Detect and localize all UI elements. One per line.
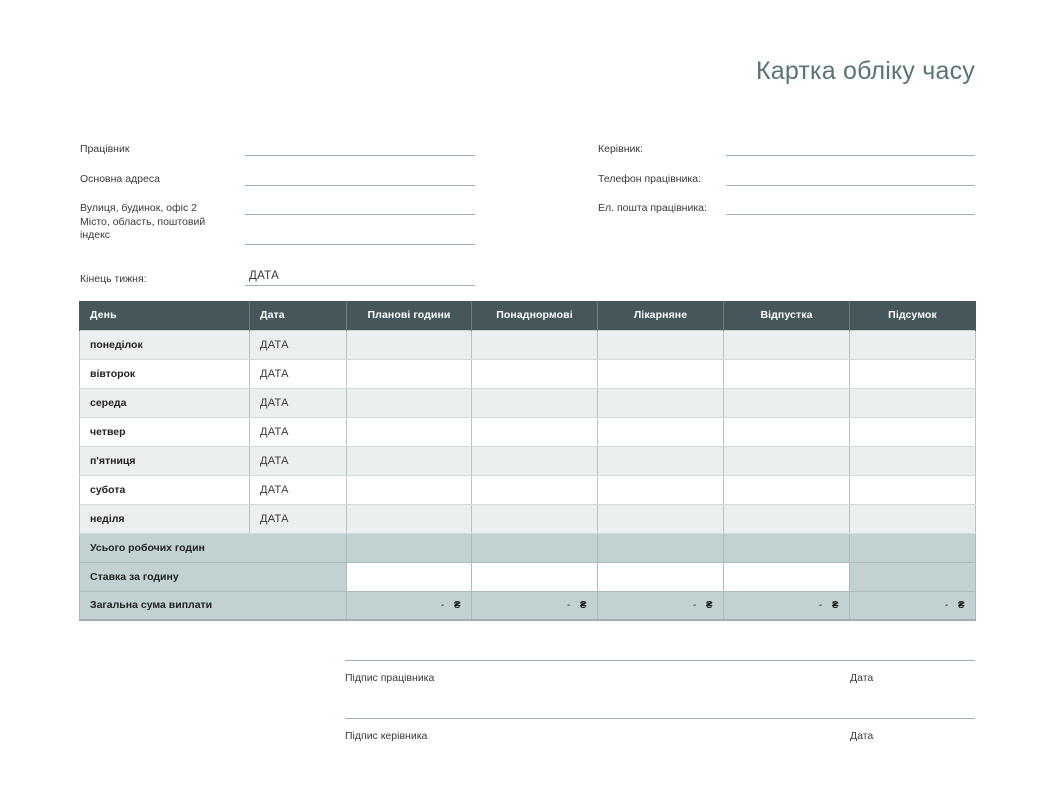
- label-manager: Керівник:: [598, 143, 643, 155]
- cell-day: вівторок: [80, 359, 250, 388]
- pay-amount-sick: [598, 591, 724, 620]
- label-street-address: [80, 202, 240, 243]
- total-hours-planned[interactable]: [347, 533, 472, 562]
- cell-sick[interactable]: [598, 388, 724, 417]
- cell-total[interactable]: [850, 504, 976, 533]
- money-dash: -: [944, 599, 949, 611]
- signature-block-manager: [345, 718, 975, 776]
- table-row: [80, 446, 976, 475]
- rate-input-planned[interactable]: [347, 562, 472, 591]
- total-hours-sick[interactable]: [598, 533, 724, 562]
- label-manager-signature-date: Дата: [850, 730, 874, 742]
- cell-total[interactable]: [850, 359, 976, 388]
- table-header-row: [80, 301, 976, 330]
- cell-vacation[interactable]: [724, 417, 850, 446]
- column-header-day: День: [80, 301, 250, 330]
- cell-day: п'ятниця: [80, 446, 250, 475]
- table-row: [80, 475, 976, 504]
- currency-icon: ₴: [831, 599, 839, 611]
- page-title: Картка обліку часу: [755, 57, 975, 85]
- cell-day: понеділок: [80, 330, 250, 359]
- signature-labels-manager: [345, 730, 975, 746]
- cell-date[interactable]: ДАТА: [250, 504, 347, 533]
- cell-day: субота: [80, 475, 250, 504]
- label-employee-signature: Підпис працівника: [345, 672, 435, 684]
- cell-vacation[interactable]: [724, 330, 850, 359]
- input-employee-phone[interactable]: [726, 185, 975, 186]
- cell-total[interactable]: [850, 475, 976, 504]
- label-home-address: Основна адреса: [80, 173, 160, 185]
- table-row: [80, 417, 976, 446]
- label-employee-signature-date: Дата: [850, 672, 874, 684]
- label-street-line2: Місто, область, поштовий: [80, 215, 206, 228]
- input-employee[interactable]: [245, 155, 475, 156]
- money-dash: -: [440, 599, 445, 611]
- pay-amount-overtime: [472, 591, 598, 620]
- cell-planned-hours[interactable]: [347, 504, 472, 533]
- label-street-line3: індекс: [80, 229, 111, 241]
- currency-icon: ₴: [579, 599, 587, 611]
- cell-overtime[interactable]: [472, 504, 598, 533]
- signature-area: [345, 660, 975, 776]
- timesheet-table-wrap: [79, 301, 975, 621]
- cell-planned-hours[interactable]: [347, 330, 472, 359]
- cell-day: неділя: [80, 504, 250, 533]
- table-body: [80, 330, 976, 620]
- cell-date[interactable]: ДАТА: [250, 417, 347, 446]
- timesheet-table: [79, 301, 976, 621]
- cell-date[interactable]: ДАТА: [250, 359, 347, 388]
- cell-vacation[interactable]: [724, 475, 850, 504]
- cell-sick[interactable]: [598, 504, 724, 533]
- input-home-address[interactable]: [245, 185, 475, 186]
- rate-input-total: [850, 562, 976, 591]
- cell-total[interactable]: [850, 330, 976, 359]
- summary-row-hourly-rate: [80, 562, 976, 591]
- label-employee-email: Ел. пошта працівника:: [598, 202, 707, 214]
- label-hourly-rate: Ставка за годину: [80, 562, 347, 591]
- money-dash: -: [692, 599, 697, 611]
- cell-planned-hours[interactable]: [347, 359, 472, 388]
- column-header-date: Дата: [250, 301, 347, 330]
- money-dash: -: [566, 599, 571, 611]
- total-hours-overtime[interactable]: [472, 533, 598, 562]
- cell-overtime[interactable]: [472, 330, 598, 359]
- cell-planned-hours[interactable]: [347, 388, 472, 417]
- signature-labels-employee: [345, 672, 975, 688]
- summary-row-total-hours: [80, 533, 976, 562]
- summary-row-total-pay: [80, 591, 976, 620]
- label-total-pay: Загальна сума виплати: [80, 591, 347, 620]
- total-hours-total[interactable]: [850, 533, 976, 562]
- value-week-ending[interactable]: ДАТА: [249, 270, 280, 282]
- cell-day: четвер: [80, 417, 250, 446]
- input-week-ending[interactable]: [245, 285, 475, 286]
- currency-icon: ₴: [453, 599, 461, 611]
- rate-input-overtime[interactable]: [472, 562, 598, 591]
- cell-vacation[interactable]: [724, 504, 850, 533]
- cell-overtime[interactable]: [472, 446, 598, 475]
- input-employee-email[interactable]: [726, 214, 975, 215]
- cell-overtime[interactable]: [472, 417, 598, 446]
- cell-date[interactable]: ДАТА: [250, 475, 347, 504]
- column-header-total: Підсумок: [850, 301, 976, 330]
- pay-amount-planned: [347, 591, 472, 620]
- label-total-hours: Усього робочих годин: [80, 533, 347, 562]
- label-manager-signature: Підпис керівника: [345, 730, 428, 742]
- table-row: [80, 388, 976, 417]
- table-header: [80, 301, 976, 330]
- cell-date[interactable]: ДАТА: [250, 446, 347, 475]
- cell-vacation[interactable]: [724, 359, 850, 388]
- pay-amount-vacation: [724, 591, 850, 620]
- cell-sick[interactable]: [598, 417, 724, 446]
- cell-vacation[interactable]: [724, 446, 850, 475]
- cell-total[interactable]: [850, 446, 976, 475]
- cell-planned-hours[interactable]: [347, 417, 472, 446]
- column-header-vacation: Відпустка: [724, 301, 850, 330]
- signature-block-employee: [345, 660, 975, 718]
- cell-overtime[interactable]: [472, 475, 598, 504]
- table-row: [80, 330, 976, 359]
- cell-date[interactable]: ДАТА: [250, 330, 347, 359]
- label-street-line1: Вулиця, будинок, офіс 2: [80, 202, 197, 214]
- table-row: [80, 359, 976, 388]
- cell-day: середа: [80, 388, 250, 417]
- column-header-planned-hours: Планові години: [347, 301, 472, 330]
- cell-total[interactable]: [850, 388, 976, 417]
- money-dash: -: [818, 599, 823, 611]
- cell-vacation[interactable]: [724, 388, 850, 417]
- signature-line-employee[interactable]: [345, 660, 975, 661]
- label-employee: Працівник: [80, 143, 130, 155]
- cell-total[interactable]: [850, 417, 976, 446]
- cell-sick[interactable]: [598, 446, 724, 475]
- cell-sick[interactable]: [598, 475, 724, 504]
- cell-planned-hours[interactable]: [347, 446, 472, 475]
- rate-input-sick[interactable]: [598, 562, 724, 591]
- cell-date[interactable]: ДАТА: [250, 388, 347, 417]
- label-week-ending: Кінець тижня:: [80, 273, 147, 285]
- label-employee-phone: Телефон працівника:: [598, 173, 702, 185]
- total-hours-vacation[interactable]: [724, 533, 850, 562]
- column-header-overtime: Понаднормові: [472, 301, 598, 330]
- cell-overtime[interactable]: [472, 359, 598, 388]
- cell-sick[interactable]: [598, 330, 724, 359]
- cell-planned-hours[interactable]: [347, 475, 472, 504]
- table-row: [80, 504, 976, 533]
- pay-amount-total: [850, 591, 976, 620]
- currency-icon: ₴: [957, 599, 965, 611]
- currency-icon: ₴: [705, 599, 713, 611]
- input-manager[interactable]: [726, 155, 975, 156]
- cell-sick[interactable]: [598, 359, 724, 388]
- input-street-address[interactable]: [245, 214, 475, 215]
- input-city-state-zip[interactable]: [245, 244, 475, 245]
- signature-line-manager[interactable]: [345, 718, 975, 719]
- form-area: [80, 138, 975, 293]
- title-row: [0, 56, 975, 86]
- column-header-sick: Лікарняне: [598, 301, 724, 330]
- cell-overtime[interactable]: [472, 388, 598, 417]
- rate-input-vacation[interactable]: [724, 562, 850, 591]
